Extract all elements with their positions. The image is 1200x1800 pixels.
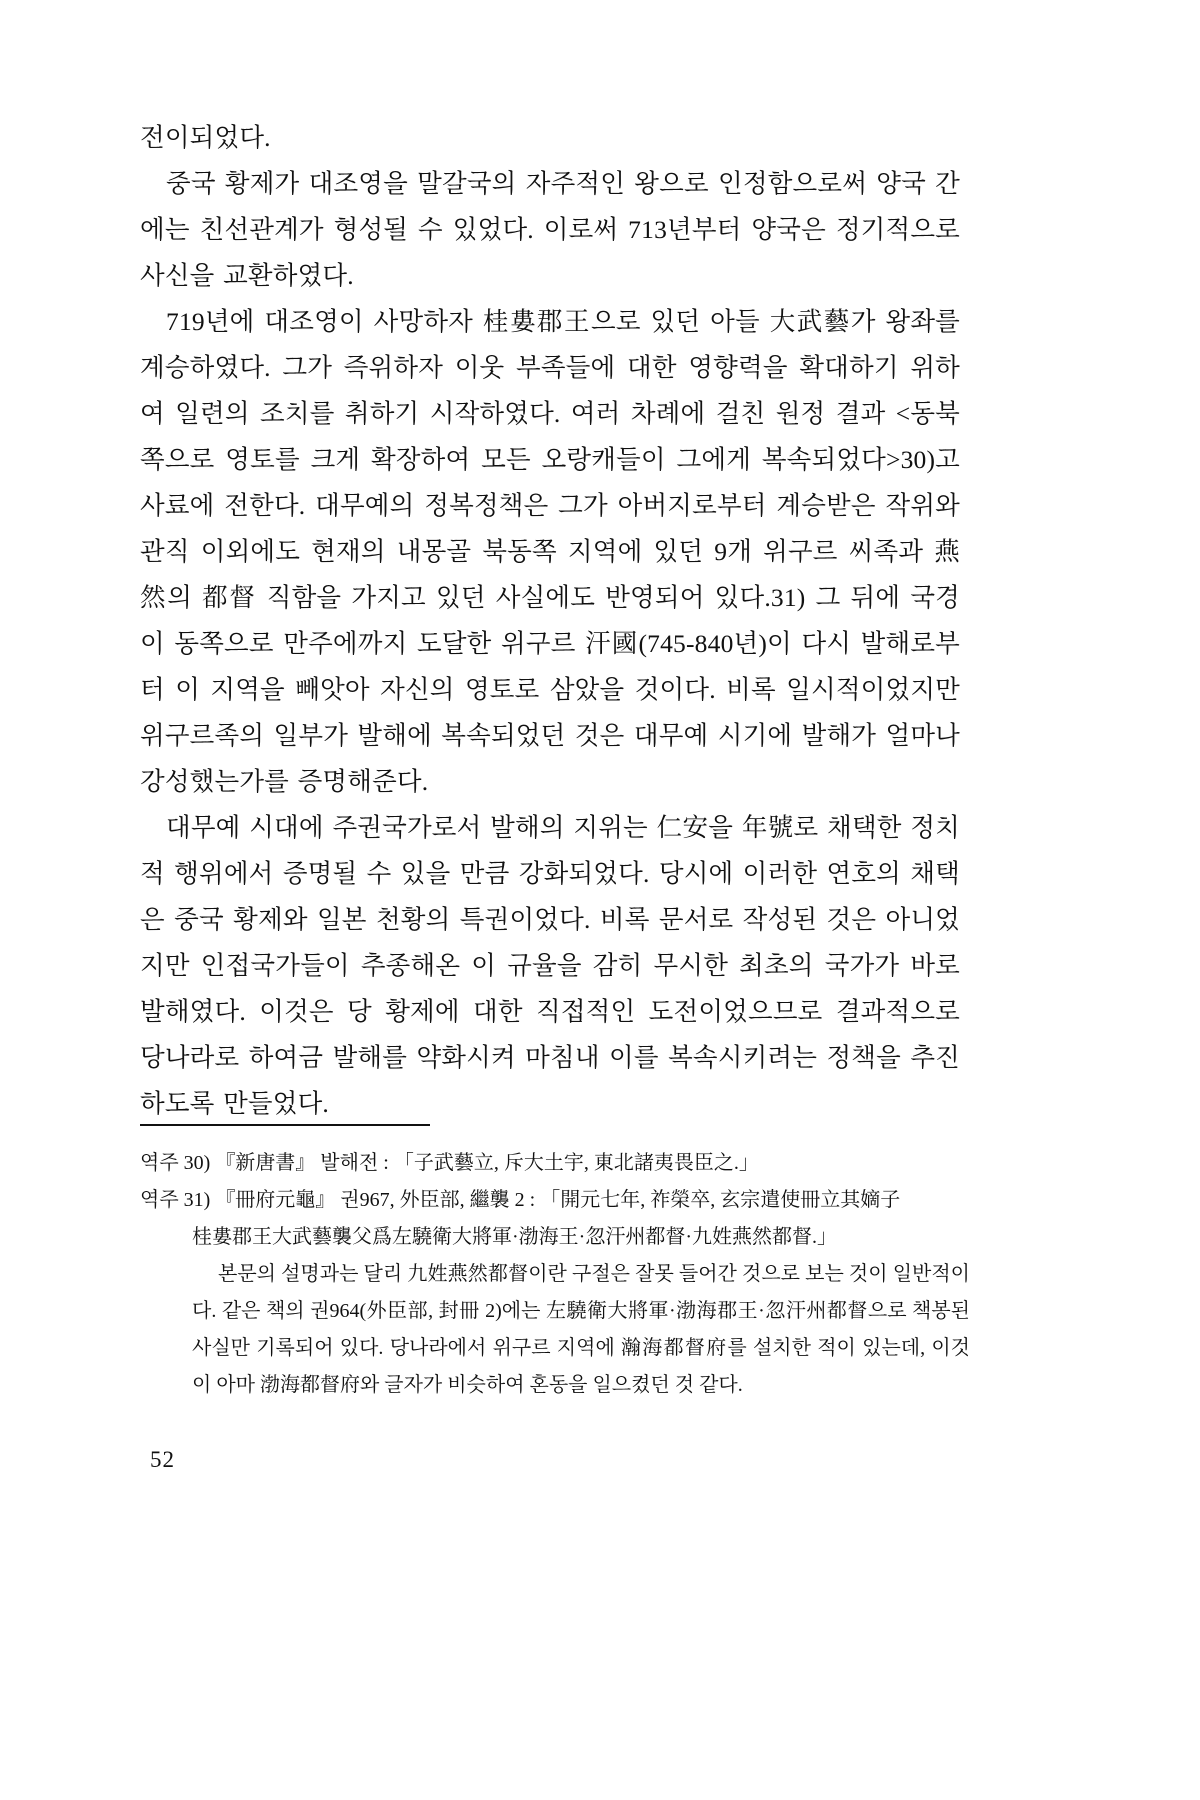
- paragraph-1: 전이되었다.: [140, 123, 271, 152]
- footnote-separator-rule: [140, 1124, 430, 1126]
- footnote-30: [140, 1145, 970, 1182]
- footnote-31-line-1: 『冊府元龜』 권967, 外臣部, 繼襲 2 : 「開元七年, 祚榮卒, 玄宗遣使冊立其嫡子: [215, 1189, 901, 1211]
- footnote-30-text: 『新唐書』 발해전 : 「子武藝立, 斥大土宇, 東北諸夷畏臣之.」: [215, 1152, 759, 1174]
- paragraph-2: 중국 황제가 대조영을 말갈국의 자주적인 왕으로 인정함으로써 양국 간에는 친선관계가 형성될 수 있었다. 이로써 713년부터 양국은 정기적으로 사신을 교환하였다.: [140, 169, 960, 290]
- paragraph-3: 719년에 대조영이 사망하자 桂婁郡王으로 있던 아들 大武藝가 왕좌를 계승하였다. 그가 즉위하자 이웃 부족들에 대한 영향력을 확대하기 위하여 일련의 조치를 취하기 시작하였다. 여러 차례에 걸친 원정 결과 <동북쪽으로 영토를 크게 확장하여 모든 오랑캐들이 그에게 복속되었다>30)고 사료에 전한다. 대무예의 정복정책은 그가 아버지로부터 계승받은 작위와 관직 이외에도 현재의 내몽골 북동쪽 지역에 있던 9개 위구르 씨족과 燕然의 都督 직함을 가지고 있던 사실에도 반영되어 있다.31) 그 뒤에 국경이 동쪽으로 만주에까지 도달한 위구르 汗國(745-840년)이 다시 발해로부터 이 지역을 빼앗아 자신의 영토로 삼았을 것이다. 비록 일시적이었지만 위구르족의 일부가 발해에 복속되었던 것은 대무예 시기에 발해가 얼마나 강성했는가를 증명해준다.: [140, 307, 960, 796]
- footnote-31-line-2: 桂婁郡王大武藝襲父爲左驍衛大將軍·渤海王·忽汗州都督·九姓燕然都督.」: [192, 1226, 837, 1248]
- footnote-31-label: 역주 31): [140, 1189, 211, 1211]
- footnote-31-line-3: 본문의 설명과는 달리 九姓燕然都督이란 구절은 잘못 들어간 것으로 보는 것이 일반적이다. 같은 책의 권964(外臣部, 封冊 2)에는 左驍衛大將軍·渤海郡王·忽汗州都督으로 책봉된 사실만 기록되어 있다. 당나라에서 위구르 지역에 瀚海都督府를 설치한 적이 있는데, 이것이 아마 渤海都督府와 글자가 비슷하여 혼동을 일으켰던 것 같다.: [192, 1263, 970, 1396]
- body-text: [140, 115, 960, 1127]
- page-number: 52: [150, 1447, 175, 1472]
- footnote-31: [140, 1182, 970, 1404]
- footnote-30-label: 역주 30): [140, 1152, 211, 1174]
- body-text-block: [140, 115, 960, 1127]
- footnote-block: [140, 1145, 970, 1404]
- paragraph-4: 대무예 시대에 주권국가로서 발해의 지위는 仁安을 年號로 채택한 정치적 행위에서 증명될 수 있을 만큼 강화되었다. 당시에 이러한 연호의 채택은 중국 황제와 일본 천황의 특권이었다. 비록 문서로 작성된 것은 아니었지만 인접국가들이 추종해온 이 규율을 감히 무시한 최초의 국가가 바로 발해였다. 이것은 당 황제에 대한 직접적인 도전이었으므로 결과적으로 당나라로 하여금 발해를 약화시켜 마침내 이를 복속시키려는 정책을 추진하도록 만들었다.: [140, 813, 960, 1118]
